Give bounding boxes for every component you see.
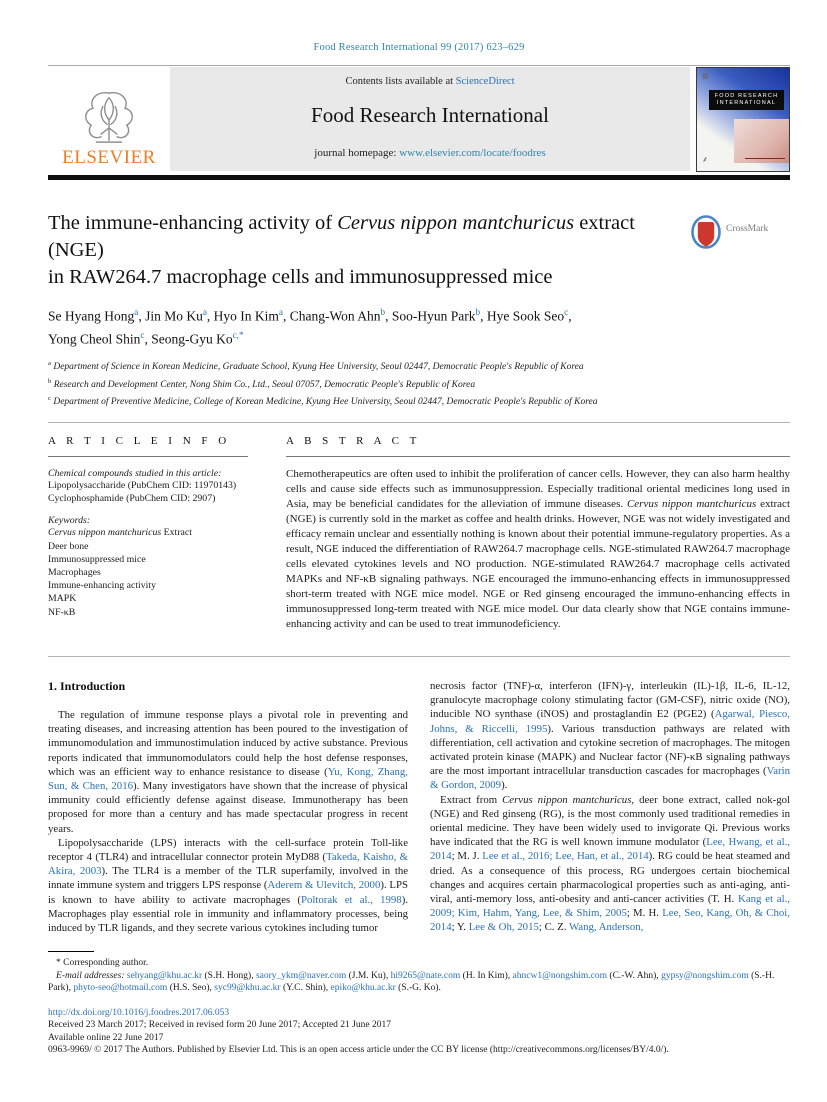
inline-citation-link[interactable]: Lee, Hwang, et al., 2014 — [430, 836, 790, 863]
inline-citation-link[interactable]: phyto-seo@hotmail.com — [73, 983, 168, 994]
affiliation-a — [48, 357, 790, 375]
introduction-heading: 1. Introduction — [48, 678, 126, 693]
journal-cover-thumbnail[interactable] — [696, 67, 790, 172]
text-segment: ; C. Z. — [538, 921, 569, 934]
running-head-citation: Food Research International 99 (2017) 623–629 — [313, 42, 525, 53]
intro-left-column — [48, 679, 408, 935]
homepage-prefix: journal homepage: — [314, 147, 400, 159]
author-affiliation-sup[interactable]: b — [475, 307, 481, 317]
author-list — [48, 303, 790, 348]
cover-publisher-mark-icon: ▦ — [702, 72, 709, 80]
intro-right-column — [430, 679, 790, 935]
text-segment: ; M. H. — [626, 907, 663, 920]
article-info-heading: A R T I C L E I N F O — [48, 435, 248, 457]
contents-prefix: Contents lists available at — [345, 76, 456, 87]
abstract-heading: A B S T R A C T — [286, 435, 790, 457]
inline-citation-link[interactable]: Lee, Seo, Kang, Oh, & Choi, 2014 — [430, 907, 790, 934]
text-segment: Cervus nippon mantchuricus — [626, 497, 757, 510]
inline-citation-link[interactable]: syc99@khu.ac.kr — [214, 983, 281, 994]
keyword-item — [48, 553, 248, 566]
text-segment: ; Y. — [451, 921, 469, 934]
text-segment: E-mail addresses: — [56, 970, 127, 981]
cover-title-line2: INTERNATIONAL — [716, 100, 777, 106]
inline-citation-link[interactable]: Poltorak et al., 1998 — [300, 893, 402, 906]
inline-citation-link[interactable]: Wang, Anderson, — [568, 921, 644, 934]
inline-citation-link[interactable]: sehyang@khu.ac.kr — [126, 970, 203, 981]
available-online: Available online 22 June 2017 — [48, 1032, 164, 1043]
text-segment: (H. In Kim), — [460, 970, 513, 981]
inline-citation-link[interactable]: Lee & Oh, 2015 — [468, 921, 539, 934]
affiliation-a-text: Department of Science in Korean Medicine, Graduate School, Kyung Hee University, Seoul 02447, Democratic People's Republic of Korea — [53, 362, 584, 373]
text-segment: , Hyo In Kim — [206, 308, 279, 324]
cover-title — [709, 90, 784, 110]
affiliation-b-text: Research and Development Center, Nong Shim Co., Ltd., Seoul 07057, Democratic People's Republic of Korea — [53, 379, 476, 390]
inline-citation-link[interactable]: epiko@khu.ac.kr — [330, 983, 396, 994]
text-segment: MAPK — [48, 593, 77, 605]
inline-citation-link[interactable]: Yu, Kong, Zhang, Sun, & Chen, 2016 — [48, 765, 408, 792]
text-segment: (H.S. Seo), — [167, 983, 215, 994]
cover-red-rule — [745, 158, 785, 159]
text-segment: Cervus nippon mantchuricus — [48, 527, 162, 539]
journal-name: Food Research International — [311, 103, 549, 127]
keywords-label: Keywords: — [48, 515, 91, 527]
text-segment: extract (NGE) — [48, 212, 635, 261]
text-segment: (Y.C. Shin), — [280, 983, 331, 994]
crossmark-icon — [690, 214, 722, 250]
keyword-item — [48, 566, 248, 579]
chemical-item: Cyclophosphamide (PubChem CID: 2907) — [48, 493, 216, 505]
keyword-item — [48, 606, 248, 619]
received-dates: Received 23 March 2017; Received in revised form 20 June 2017; Accepted 21 June 2017 — [48, 1020, 391, 1031]
elsevier-tree-icon — [77, 87, 141, 151]
abstract-text — [286, 467, 790, 632]
text-segment: Se Hyang Hong — [48, 308, 135, 324]
elsevier-logo[interactable] — [48, 67, 170, 171]
text-segment: Cervus nippon mantchuricus — [337, 212, 575, 234]
journal-homepage-link[interactable]: www.elsevier.com/locate/foodres — [399, 147, 546, 159]
text-segment: ). Macrophages play essential role in immunity and inflammatory processes, being induced by TLR ligands, and they secrete various cytokines including tumor — [48, 893, 409, 935]
text-segment: Deer bone — [48, 540, 89, 552]
elsevier-wordmark: ELSEVIER — [62, 147, 156, 168]
affiliation-c-sup: c — [48, 395, 51, 403]
author-affiliation-sup[interactable]: c — [564, 307, 569, 317]
cover-title-line1: FOOD RESEARCH — [714, 93, 779, 99]
text-segment: (C.-W. Ahn), — [607, 970, 662, 981]
text-segment: necrosis factor (TNF)-α, interferon (IFN)-γ, interleukin (IL)-1β, IL-6, IL-12, granulocyte macrophage colony stimulating factor (GM-CSF), nitric oxide (NO), inducible NO synthase (iNOS) and prostaglandin E2 (PGE2) ( — [430, 679, 790, 721]
text-segment: Lipopolysaccharide (LPS) interacts with the cell-surface protein Toll-like receptor 4 (TLR4) and intracellular connector protein MyD88 ( — [48, 836, 408, 863]
author-affiliation-sup[interactable]: b — [380, 307, 386, 317]
inline-citation-link[interactable]: ahncw1@nongshim.com — [512, 970, 608, 981]
author-affiliation-sup[interactable]: c — [140, 329, 145, 340]
cover-column — [690, 67, 790, 171]
text-segment: Extract from — [440, 793, 503, 806]
crossmark-label: CrossMark — [726, 224, 769, 234]
doi-link[interactable]: http://dx.doi.org/10.1016/j.foodres.2017.06.053 — [48, 1007, 230, 1018]
text-segment: Macrophages — [48, 566, 101, 578]
inline-citation-link[interactable]: saory_ykm@naver.com — [255, 970, 347, 981]
text-segment: ). The TLR4 is a member of the TLR superfamily, involved in the innate immune system and triggers LPS response ( — [48, 865, 409, 892]
text-segment: The regulation of immune response plays a pivotal role in preventing and treating diseases, and increasing attention has been poured to the investigation of immunomodulation and immunostimulation induced by active substance. Previous reports indicated that immunomodulators could help the host defense responses, which was an efficient way to enhance resistance to disease ( — [48, 708, 408, 778]
intro-paragraph — [48, 836, 408, 935]
text-segment: in RAW264.7 macrophage cells and immunosuppressed mice — [48, 266, 553, 288]
inline-citation-link[interactable]: Kang et al., 2009; Kim, Hahm, Yang, Lee, & Shim, 2005 — [430, 893, 790, 920]
inline-citation-link[interactable]: Agarwal, Piesco, Johns, & Riccelli, 1995 — [430, 708, 790, 735]
intro-paragraph — [430, 793, 790, 935]
keyword-item — [48, 579, 248, 592]
crossmark-badge[interactable] — [690, 210, 790, 291]
text-segment: Immune-enhancing activity — [48, 580, 157, 592]
contents-line — [170, 76, 690, 87]
inline-citation-link[interactable]: Aderem & Ulevitch, 2000 — [267, 879, 381, 892]
cover-tree-mark-icon: ⸙ — [702, 155, 708, 164]
text-segment: ). Various transduction pathways are related with differentiation, cell activation and cytokine secretion of macrophages. The mitogen activated protein kinase (MAPK) and Nuclear factor (NF)-κB signaling pathways are the most important intracellular transduction cascades for macrophages ( — [430, 722, 790, 778]
journal-banner — [48, 67, 790, 171]
info-abstract-section — [48, 422, 790, 657]
inline-citation-link[interactable]: Takeda, Kaisho, & Akira, 2003 — [48, 851, 408, 878]
affiliation-b — [48, 375, 790, 393]
text-segment: , Soo-Hyun Park — [385, 308, 476, 324]
affiliation-b-sup: b — [48, 377, 52, 385]
text-segment: (J.M. Ku), — [346, 970, 391, 981]
intro-paragraph — [430, 679, 790, 793]
text-segment: Chemotherapeutics are often used to inhibit the proliferation of cancer cells. However, they can also harm healthy cells and cause side effects such as immunosuppression. Especially traditional oriental medicines long used in Asia, may be beneficial candidates for the alleviation of immune diseases. — [286, 467, 790, 510]
text-segment: Extract — [161, 527, 192, 539]
inline-citation-link[interactable]: hi9265@nate.com — [390, 970, 461, 981]
keyword-item — [48, 526, 248, 539]
intro-paragraph — [48, 708, 408, 836]
top-divider — [48, 65, 790, 66]
text-segment: extract (NGE) is currently sold in the market as coffee and health drinks. However, NGE was not widely investigated and efficacy remain unclear and essentially nothing is known about their potential immune-regulatory properties. As a result, NGE induced the differentiation of RAW264.7 macrophage cells. NGE-stimulated RAW264.7 macrophage cells elevated cytokines levels and NO production. NGE-stimulated RAW264.7 macrophage cells activated MAPKs and NF-κB signaling pathways. NGE encouraged the immuno-enhancing effects in immunosuppressed short-term treated with NGE mice model. NGE or Red ginseng encouraged the immuno-enhancing effects in immunosuppressed long-term treated with NGE mice model. Our data clearly show that NGE contains immune-enhancing activity and can be used to treat immunodeficiency. — [286, 497, 790, 630]
text-segment: , Jin Mo Ku — [138, 308, 203, 324]
author-affiliation-sup[interactable]: c,* — [232, 329, 244, 340]
banner-center-panel — [170, 67, 690, 171]
inline-citation-link[interactable]: Varin & Gordon, 2009 — [430, 765, 790, 792]
keywords-block — [48, 515, 248, 618]
keyword-item — [48, 592, 248, 605]
affiliation-a-sup: a — [48, 360, 51, 367]
text-segment: Yong Cheol Shin — [48, 331, 141, 346]
article-info-column — [48, 435, 248, 632]
text-segment: (S.-H. Park), — [48, 970, 775, 994]
issn-copyright-line: 0963-9969/ © 2017 The Authors. Published by Elsevier Ltd. This is an open access article under the CC BY license (http://creativecommons.org/licenses/BY/4.0/). — [48, 1045, 669, 1056]
text-segment: Cervus nippon mantchuricus — [502, 793, 632, 806]
text-segment: , — [568, 308, 572, 324]
email-addresses — [48, 970, 790, 995]
text-segment: ). RG could be heat steamed and dried. As a consequence of this process, RG undergoes certain biochemical changes and acquires certain pharmacological properties such as anti-aging, anti-viral, anti-memory loss, anti-obesity and anti-cancer activities (T. H. — [430, 850, 790, 906]
text-segment: , deer bone extract, called nok-gol (NGE) and Red ginseng (RG), is the most commonly used traditional remedies in oriental medicine. They have been widely used to invigorate Qi. Previous works have indicated that the RG is well known immune modulator ( — [430, 793, 790, 849]
text-segment: NF-κB — [48, 606, 76, 618]
text-segment: ). — [501, 779, 508, 792]
homepage-line — [170, 147, 690, 159]
text-segment: , Seong-Gyu Ko — [144, 331, 233, 346]
text-segment: ; M. J. — [451, 850, 483, 863]
abstract-column — [286, 435, 790, 632]
keyword-item — [48, 540, 248, 553]
text-segment: ). LPS is known to have ability to activate macrophages ( — [48, 879, 408, 906]
footnote-rule — [48, 951, 94, 952]
text-segment: Immunosuppressed mice — [48, 553, 146, 565]
text-segment: (S.H. Hong), — [202, 970, 256, 981]
text-segment: , Hye Sook Seo — [480, 308, 565, 324]
text-segment: ). Many investigators have shown that the increase of physical immunity could efficiently defense against disease. Immunotherapy has been proposed for more than a century and has made spectacular progress in recent years. — [48, 779, 408, 835]
text-segment: The immune-enhancing activity of — [48, 212, 338, 234]
footnotes — [48, 951, 790, 1057]
chemical-item: Lipopolysaccharide (PubChem CID: 11970143) — [48, 479, 237, 491]
author-affiliation-sup[interactable]: a — [134, 307, 139, 317]
affiliation-c-text: Department of Preventive Medicine, College of Korean Medicine, Kyung Hee University, Seoul 02447, Democratic People's Republic of Korea — [53, 397, 598, 408]
corresponding-author-note: * Corresponding author. — [56, 958, 149, 969]
text-segment: , Chang-Won Ahn — [283, 308, 381, 324]
text-segment: (S.-G. Ko). — [395, 983, 441, 994]
header-thick-rule — [48, 175, 790, 180]
inline-citation-link[interactable]: gypsy@nongshim.com — [661, 970, 749, 981]
affiliations — [48, 357, 790, 410]
chemical-compounds-label: Chemical compounds studied in this article: — [48, 467, 222, 479]
affiliation-c — [48, 392, 790, 410]
introduction-section — [48, 679, 790, 935]
sciencedirect-link[interactable]: ScienceDirect — [455, 76, 515, 87]
inline-citation-link[interactable]: Lee et al., 2016; Lee, Han, et al., 2014 — [482, 850, 649, 863]
cover-red-panel — [734, 119, 789, 163]
article-title — [48, 210, 690, 291]
author-affiliation-sup[interactable]: a — [202, 307, 207, 317]
author-affiliation-sup[interactable]: a — [278, 307, 283, 317]
